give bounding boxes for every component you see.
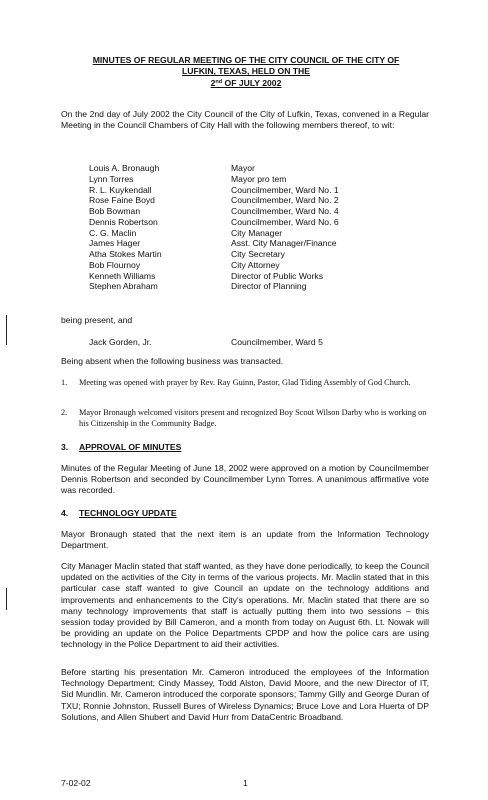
member-name: Kenneth Williams	[89, 270, 156, 281]
member-name: Stephen Abraham	[89, 281, 158, 292]
item-1-number: 1.	[61, 378, 68, 387]
member-name: R. L. Kuykendall	[89, 184, 152, 195]
item-2-text: Mayor Bronaugh welcomed visitors present and recognized Boy Scout Wilson Darby who is working on his Citizenship in the Community Badge.	[79, 408, 427, 428]
member-row	[89, 238, 339, 249]
member-role: Councilmember, Ward No. 1	[231, 184, 339, 195]
section-3-heading	[61, 442, 181, 452]
section-4-paragraph-3: Before starting his presentation Mr. Cameron introduced the employees of the Information Technology Department; Cindy Massey, Todd Alston, David Moore, and the new Director of IT, Sid Mundlin. Mr. Cameron introduced the corporate sponsors; Tammy Gilly and George Duran of TXU; Ronnie Johnston, Russell Bures of Wireless Dynamics; Bruce Love and Lora Huerta of DP Solutions, and Allen Shubert and David Hurr from DataCentric Broadband.	[61, 667, 429, 722]
item-1-text: Meeting was opened with prayer by Rev. Ray Guinn, Pastor, Glad Tiding Assembly of God Church.	[79, 378, 411, 387]
document-title	[60, 55, 432, 89]
member-name: Lynn Torres	[89, 173, 134, 184]
members-present-list	[89, 163, 339, 292]
member-role: Asst. City Manager/Finance	[231, 238, 337, 249]
member-name: Jack Gorden, Jr.	[89, 337, 152, 347]
absent-text: Being absent when the following business was transacted.	[61, 356, 284, 366]
member-row	[89, 206, 339, 217]
section-4-paragraph-1: Mayor Bronaugh stated that the next item is an update from the Information Technology Department.	[61, 529, 429, 551]
margin-mark	[6, 588, 7, 610]
member-name: James Hager	[89, 238, 141, 249]
footer-date: 7-02-02	[61, 778, 91, 788]
member-row	[89, 271, 339, 282]
member-name: Dennis Robertson	[89, 216, 158, 227]
title-day: 2	[210, 78, 216, 88]
section-3-title: APPROVAL OF MINUTES	[79, 442, 182, 452]
member-row	[89, 163, 339, 174]
section-3-number: 3.	[61, 442, 69, 452]
member-role: Director of Planning	[231, 281, 307, 292]
member-name: C. G. Maclin	[89, 227, 137, 238]
member-role: Mayor pro tem	[231, 173, 287, 184]
member-role: Councilmember, Ward 5	[231, 337, 323, 347]
member-row	[89, 337, 323, 348]
member-row	[89, 281, 339, 292]
item-2-number: 2.	[61, 408, 68, 417]
member-name: Atha Stokes Martin	[89, 249, 162, 259]
member-role: City Attorney	[231, 259, 280, 270]
title-line-3	[60, 77, 432, 89]
member-row	[89, 249, 339, 260]
member-name: Rose Faine Boyd	[89, 195, 155, 206]
member-row	[89, 174, 339, 185]
being-present-text: being present, and	[61, 315, 133, 325]
section-4-number: 4.	[61, 508, 69, 518]
page-number: 1	[243, 778, 248, 788]
member-row	[89, 228, 339, 239]
member-role: Director of Public Works	[231, 270, 324, 281]
member-name: Bob Bowman	[89, 206, 141, 216]
member-role: Councilmember, Ward No. 2	[231, 195, 339, 206]
section-4-heading	[61, 508, 177, 518]
member-name: Louis A. Bronaugh	[89, 163, 160, 173]
member-role: City Manager	[231, 227, 283, 238]
section-4-paragraph-2: City Manager Maclin stated that staff wanted, as they have done periodically, to keep the Council updated on the activities of the City in terms of the various projects. Mr. Maclin stated that in this particular case staff wanted to give Council an update on the technology additions and improvements and enhancements to the City's operations. Mr. Maclin stated that there are so many technology improvements that staff is actually putting them into two sessions – this session today provided by Bill Cameron, and a month from today on August 6th. Lt. Nowak will be providing an update on the Police Departments CPDP and how the police cars are using technology in the Police Department to aid their activities.	[61, 561, 429, 650]
title-day-suffix: nd	[215, 79, 223, 85]
member-row	[89, 260, 339, 271]
member-role: Councilmember, Ward No. 4	[231, 206, 339, 216]
member-row	[89, 185, 339, 196]
member-role: Mayor	[231, 163, 255, 173]
section-3-paragraph: Minutes of the Regular Meeting of June 18, 2002 were approved on a motion by Councilmember Dennis Robertson and seconded by Councilmember Lynn Torres. A unanimous affirmative vote was recorded.	[61, 463, 429, 496]
intro-paragraph: On the 2nd day of July 2002 the City Council of the City of Lufkin, Texas, convened in a Regular Meeting in the Council Chambers of City Hall with the following members thereof, to wit:	[61, 109, 429, 131]
margin-mark	[6, 315, 7, 345]
title-line-2: LUFKIN, TEXAS, HELD ON THE	[182, 66, 310, 76]
title-line-1: MINUTES OF REGULAR MEETING OF THE CITY COUNCIL OF THE CITY OF	[92, 55, 400, 65]
title-month-year: OF JULY 2002	[222, 78, 282, 88]
absent-member	[89, 337, 323, 348]
member-role: City Secretary	[231, 249, 285, 259]
member-row	[89, 217, 339, 228]
member-role: Councilmember, Ward No. 6	[231, 216, 339, 227]
member-row	[89, 195, 339, 206]
member-name: Bob Flournoy	[89, 259, 141, 270]
section-4-title: TECHNOLOGY UPDATE	[79, 508, 177, 518]
